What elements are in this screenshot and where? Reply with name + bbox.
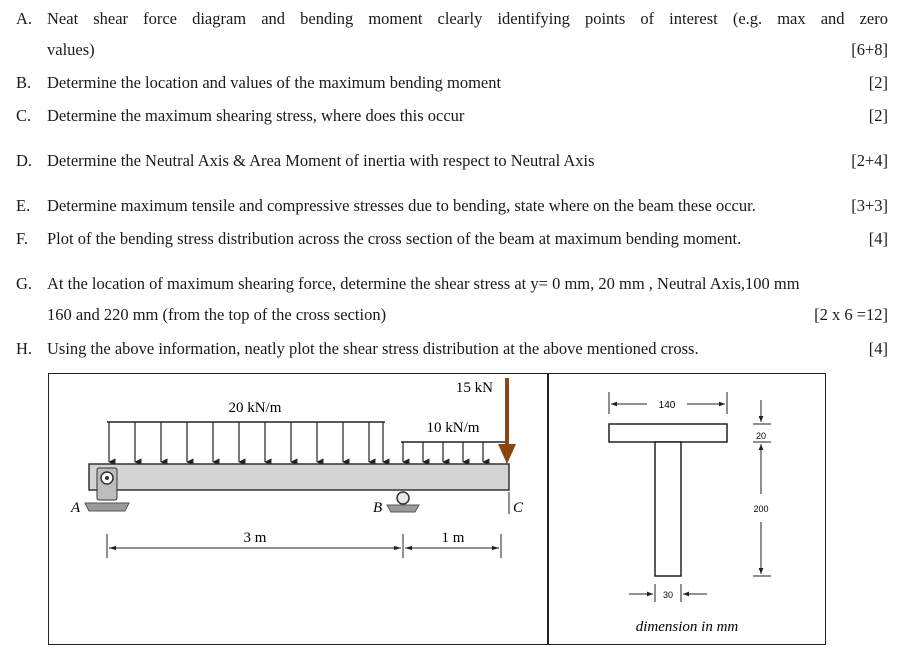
t-flange	[609, 424, 727, 442]
question-letter: A.	[16, 9, 33, 28]
question-marks: [4]	[868, 229, 888, 248]
question-marks: [6+8]	[851, 40, 888, 59]
udl-10-label: 10 kN/m	[426, 420, 480, 436]
udl-10-load	[401, 442, 505, 462]
web-thickness-label: 30	[662, 590, 674, 600]
web-height-label: 200	[753, 504, 769, 514]
t-web	[655, 442, 681, 576]
question-text: Plot of the bending stress distribution across the cross section of the beam at maximum bending moment.	[47, 229, 742, 248]
beam-figure-panel	[48, 373, 548, 645]
question-letter: H.	[16, 339, 33, 358]
support-b-label: B	[373, 500, 383, 516]
question-text: Neat shear force diagram and bending moment clearly identifying points of interest (e.g. max and zero	[47, 9, 888, 28]
span-ab-label: 3 m	[243, 530, 267, 546]
question-text: Determine the Neutral Axis & Area Moment of inertia with respect to Neutral Axis	[47, 151, 595, 170]
end-c-label: C	[513, 500, 524, 516]
span-bc-label: 1 m	[441, 530, 465, 546]
question-marks: [2]	[868, 73, 888, 92]
question-text: Determine the location and values of the maximum bending moment	[47, 73, 502, 92]
question-text: Determine the maximum shearing stress, where does this occur	[47, 106, 465, 125]
question-letter: E.	[16, 196, 31, 215]
question-letter: F.	[16, 229, 28, 248]
t-section-diagram	[549, 374, 825, 644]
question-marks: [2+4]	[851, 151, 888, 170]
udl-20-label: 20 kN/m	[228, 400, 282, 416]
point-load-label: 15 kN	[455, 380, 493, 396]
flange-width-label: 140	[658, 400, 676, 411]
support-b-roller	[387, 492, 419, 512]
question-text-continued: 160 and 220 mm (from the top of the cross section)	[47, 305, 387, 324]
udl-20-load	[107, 422, 385, 462]
question-letter: D.	[16, 151, 33, 170]
question-text: Using the above information, neatly plot the shear stress distribution at the above mentioned cross.	[47, 339, 699, 358]
flange-thickness-label: 20	[755, 431, 767, 441]
beam-diagram	[49, 374, 547, 644]
point-load-arrow	[498, 378, 516, 464]
cross-section-panel	[548, 373, 826, 645]
question-marks: [4]	[868, 339, 888, 358]
beam-body	[89, 464, 509, 490]
question-letter: C.	[16, 106, 32, 125]
dimension-caption: dimension in mm	[635, 619, 739, 635]
question-letter: G.	[16, 274, 33, 293]
question-text-continued: values)	[47, 40, 95, 59]
question-marks: [2]	[868, 106, 888, 125]
question-marks: [3+3]	[851, 196, 888, 215]
question-text: At the location of maximum shearing force, determine the shear stress at y= 0 mm, 20 mm , Neutral Axis,100 mm	[47, 274, 800, 293]
support-a-label: A	[71, 500, 81, 516]
question-letter: B.	[16, 73, 32, 92]
question-text: Determine maximum tensile and compressive stresses due to bending, state where on the beam these occur.	[47, 196, 756, 215]
question-marks: [2 x 6 =12]	[814, 305, 888, 324]
